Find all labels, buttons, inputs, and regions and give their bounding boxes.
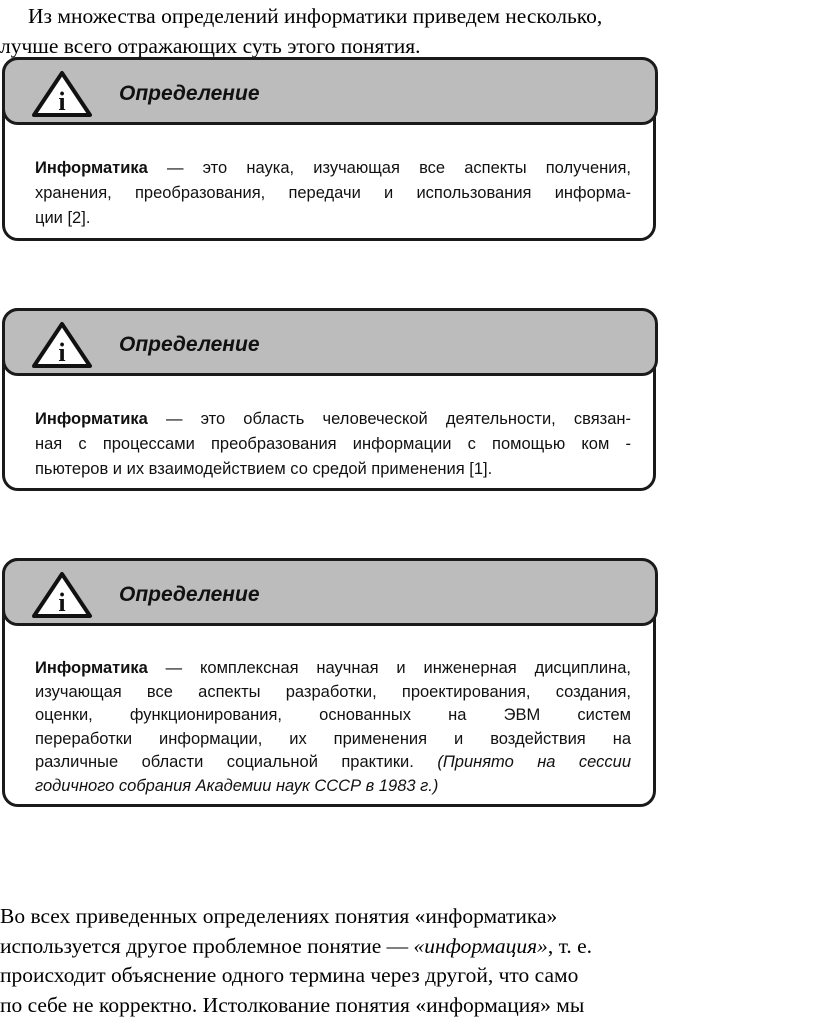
definition-header — [2, 558, 658, 626]
definition-title: Определение — [119, 82, 260, 105]
definition-header — [2, 308, 658, 376]
definition-header — [2, 57, 658, 125]
definition-term: Информатика — [35, 159, 148, 177]
info-warning-triangle-icon — [31, 70, 93, 118]
intro-paragraph — [0, 2, 680, 61]
definition-term: Информатика — [35, 659, 148, 677]
definition-text: Информатика — это наука, изучающая все аспекты получения, хранения, преобразования, передачи и использования информа- ции [2]. — [35, 159, 631, 227]
definition-note: годичного собрания Академии наук СССР в 1983 г.) — [35, 776, 439, 795]
outro-paragraph — [0, 902, 680, 1020]
outro-line-3: происходит объяснение одного термина через другой, что само — [0, 963, 579, 987]
definition-box-1 — [2, 57, 656, 241]
outro-line-2: используется другое проблемное понятие — «информация», т. е. — [0, 933, 593, 958]
info-warning-triangle-icon — [31, 571, 93, 619]
definition-title: Определение — [119, 333, 260, 356]
intro-line-1: Из множества определений информатики приведем несколько, — [28, 4, 603, 28]
definition-text: Информатика — это область человеческой деятельности, связан- ная с процессами преобразования информации с помощью ком - пьютеров и их взаимодействием со средой применения [1]. — [35, 410, 631, 478]
svg-text:i: i — [58, 87, 66, 116]
outro-line-4: по себе не корректно. Истолкование понятия «информация» мы — [0, 992, 585, 1017]
intro-line-2: лучше всего отражающих суть этого понятия. — [0, 33, 421, 58]
svg-text:i: i — [58, 588, 66, 617]
definition-note: (Принято на сессии — [437, 753, 632, 771]
info-warning-triangle-icon — [31, 321, 93, 369]
definition-title: Определение — [119, 583, 260, 606]
outro-line-1: Во всех приведенных определениях понятия «информатика» — [0, 904, 558, 928]
definition-term: Информатика — [35, 410, 148, 428]
svg-text:i: i — [58, 338, 66, 367]
definition-text: Информатика — комплексная научная и инженерная дисциплина, изучающая все аспекты разработки, проектирования, создания, оценки, функционирования, основанных на ЭВМ систем переработки информации, их применения и воздействия на различные области социальной практики. (Принято на сессии годичного собрания Академии наук СССР в 1983 г.) — [35, 657, 631, 798]
definition-box-3 — [2, 558, 656, 807]
definition-box-2 — [2, 308, 656, 491]
